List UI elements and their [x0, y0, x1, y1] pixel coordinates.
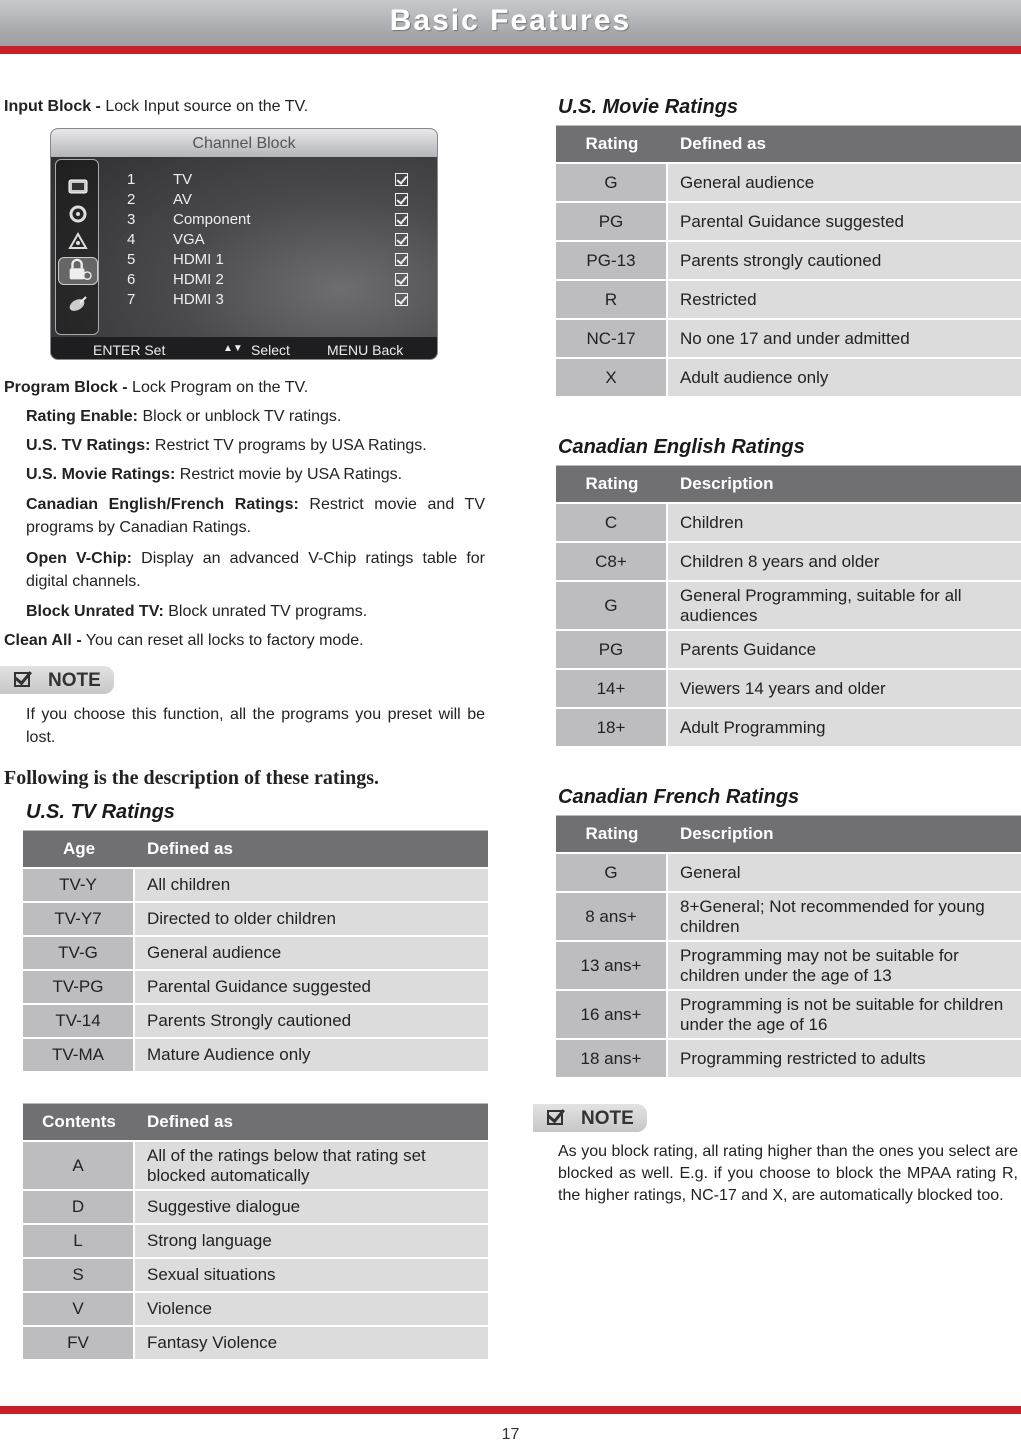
block-checkbox[interactable] — [395, 273, 408, 286]
header-accent-bar — [0, 46, 1021, 54]
definition-cell: Adult Programming — [668, 709, 1021, 746]
definition-cell: Parental Guidance suggested — [668, 203, 1021, 240]
item-term: U.S. Movie Ratings: — [26, 466, 176, 483]
rating-enable-item — [26, 405, 486, 428]
table-row — [556, 543, 1021, 580]
channel-number: 2 — [127, 191, 136, 208]
definition-cell: All children — [135, 869, 488, 901]
rating-code-cell: S — [23, 1259, 135, 1291]
definition-cell: General Programming, suitable for all audiences — [668, 582, 1021, 629]
channel-row[interactable] — [127, 171, 417, 191]
definition-cell: Programming is not be suitable for children under the age of 16 — [668, 991, 1021, 1038]
table-row — [23, 1191, 488, 1223]
table-row — [556, 942, 1021, 989]
channel-block-title: Channel Block — [51, 129, 437, 157]
rating-code-cell: 18+ — [556, 709, 668, 746]
channel-number: 6 — [127, 271, 136, 288]
rating-code-cell: X — [556, 359, 668, 396]
program-block-term: Program Block - — [4, 379, 128, 396]
definition-cell: Parents Guidance — [668, 631, 1021, 668]
rating-code-cell: D — [23, 1191, 135, 1223]
rating-code-cell: G — [556, 854, 668, 891]
definition-cell: No one 17 and under admitted — [668, 320, 1021, 357]
item-term: U.S. TV Ratings: — [26, 437, 151, 454]
us-movie-ratings-title: U.S. Movie Ratings — [558, 96, 739, 118]
channel-row[interactable] — [127, 211, 417, 231]
rating-code-cell: NC-17 — [556, 320, 668, 357]
table-row — [23, 1005, 488, 1037]
note-label: NOTE — [581, 1108, 634, 1129]
item-text: Display an advanced V-Chip ratings table for digital channels. — [26, 550, 485, 590]
table-row — [556, 893, 1021, 940]
input-block-line — [4, 95, 308, 118]
table-row — [556, 504, 1021, 541]
rating-code-cell: R — [556, 281, 668, 318]
table-row — [556, 281, 1021, 318]
item-term: Block Unrated TV: — [26, 603, 164, 620]
table-row — [556, 631, 1021, 668]
open-vchip-item — [26, 547, 485, 593]
column-header: Description — [668, 465, 1021, 502]
definition-cell: Children — [668, 504, 1021, 541]
channel-block-menu — [50, 128, 438, 360]
rating-code-cell: TV-Y — [23, 869, 135, 901]
note-badge-right — [533, 1104, 647, 1132]
description-heading: Following is the description of these ratings. — [4, 767, 379, 789]
item-term: Open V-Chip: — [26, 550, 133, 567]
table-row — [23, 903, 488, 935]
canadian-french-title: Canadian French Ratings — [558, 786, 800, 808]
table-header-row — [556, 815, 1021, 852]
table-row — [23, 1259, 488, 1291]
channel-number: 4 — [127, 231, 136, 248]
item-term: Rating Enable: — [26, 408, 139, 425]
input-block-text: Lock Input source on the TV. — [100, 98, 309, 115]
definition-cell: Sexual situations — [135, 1259, 488, 1291]
table-row — [23, 1327, 488, 1359]
channel-label: Component — [173, 211, 251, 228]
column-header: Rating — [556, 465, 668, 502]
definition-cell: Children 8 years and older — [668, 543, 1021, 580]
table-row — [23, 971, 488, 1003]
us-tv-ratings-table — [23, 828, 488, 1073]
menu-back-hint: MENU Back — [327, 342, 404, 358]
channel-row[interactable] — [127, 191, 417, 211]
channel-row[interactable] — [127, 251, 417, 271]
definition-cell: General audience — [135, 937, 488, 969]
note-text-left: If you choose this function, all the programs you preset will be lost. — [26, 706, 485, 746]
table-row — [556, 203, 1021, 240]
definition-cell: Adult audience only — [668, 359, 1021, 396]
canadian-english-title: Canadian English Ratings — [558, 436, 805, 458]
definition-cell: Restricted — [668, 281, 1021, 318]
table-row — [23, 1142, 488, 1189]
rating-code-cell: C — [556, 504, 668, 541]
rating-code-cell: TV-PG — [23, 971, 135, 1003]
settings-icon[interactable] — [66, 203, 90, 225]
definition-cell: Parental Guidance suggested — [135, 971, 488, 1003]
table-row — [556, 582, 1021, 629]
satellite-icon[interactable] — [66, 293, 90, 315]
block-checkbox[interactable] — [395, 293, 408, 306]
enter-set-hint: ENTER Set — [93, 342, 166, 358]
program-block-text: Lock Program on the TV. — [127, 379, 309, 396]
rating-code-cell: L — [23, 1225, 135, 1257]
column-header: Description — [668, 815, 1021, 852]
table-row — [23, 869, 488, 901]
note-text-right: As you block rating, all rating higher than the ones you select are blocked as well. E.g. if you choose to block the MPAA rating R, the higher ratings, NC-17 and X, are automatically blocked too. — [558, 1143, 1018, 1204]
item-term: Canadian English/French Ratings: — [26, 496, 299, 513]
definition-cell: 8+General; Not recommended for young children — [668, 893, 1021, 940]
program-block-line — [4, 376, 308, 399]
channel-label: AV — [173, 191, 192, 208]
column-header: Age — [23, 830, 135, 867]
channel-block-footer — [51, 337, 437, 360]
rating-code-cell: PG — [556, 631, 668, 668]
column-header: Rating — [556, 815, 668, 852]
rating-code-cell: 14+ — [556, 670, 668, 707]
canadian-ratings-item — [26, 493, 485, 539]
menu-side-icons — [55, 159, 99, 335]
block-checkbox[interactable] — [395, 173, 408, 186]
rating-code-cell: A — [23, 1142, 135, 1189]
table-header-row — [556, 125, 1021, 162]
rating-code-cell: TV-MA — [23, 1039, 135, 1071]
column-header: Defined as — [135, 1103, 488, 1140]
definition-cell: Programming may not be suitable for children under the age of 13 — [668, 942, 1021, 989]
item-text: Block or unblock TV ratings. — [138, 408, 342, 425]
definition-cell: All of the ratings below that rating set blocked automatically — [135, 1142, 488, 1189]
definition-cell: Programming restricted to adults — [668, 1040, 1021, 1077]
tv-icon[interactable] — [66, 176, 90, 198]
contents-table — [23, 1101, 488, 1361]
table-row — [556, 242, 1021, 279]
definition-cell: Suggestive dialogue — [135, 1191, 488, 1223]
canadian-english-table — [556, 463, 1021, 748]
item-text: Restrict movie by USA Ratings. — [175, 466, 403, 483]
canadian-french-table — [556, 813, 1021, 1079]
rating-code-cell: G — [556, 582, 668, 629]
note-label: NOTE — [48, 670, 101, 691]
rating-code-cell: PG — [556, 203, 668, 240]
channel-number: 7 — [127, 291, 136, 308]
column-header: Contents — [23, 1103, 135, 1140]
rating-code-cell: 13 ans+ — [556, 942, 668, 989]
us-tv-ratings-item — [26, 434, 486, 457]
channel-label: HDMI 3 — [173, 291, 224, 308]
block-checkbox[interactable] — [395, 233, 408, 246]
channel-number: 5 — [127, 251, 136, 268]
definition-cell: General audience — [668, 164, 1021, 201]
table-row — [23, 1293, 488, 1325]
clean-all-text: You can reset all locks to factory mode. — [81, 632, 364, 649]
channel-number: 3 — [127, 211, 136, 228]
clean-all-line — [4, 629, 364, 652]
column-header: Defined as — [135, 830, 488, 867]
select-hint: Select — [251, 342, 290, 358]
channel-number: 1 — [127, 171, 136, 188]
definition-cell: Parents Strongly cautioned — [135, 1005, 488, 1037]
lock-icon[interactable] — [58, 257, 98, 285]
table-row — [23, 937, 488, 969]
table-row — [556, 359, 1021, 396]
block-unrated-item — [26, 600, 486, 623]
table-row — [23, 1225, 488, 1257]
table-header-row — [23, 1103, 488, 1140]
rating-code-cell: 16 ans+ — [556, 991, 668, 1038]
table-row — [556, 164, 1021, 201]
item-text: Restrict TV programs by USA Ratings. — [150, 437, 427, 454]
note-check-icon — [14, 672, 30, 687]
rating-code-cell: TV-Y7 — [23, 903, 135, 935]
channel-label: VGA — [173, 231, 205, 248]
channel-row[interactable] — [127, 231, 417, 251]
rating-code-cell: PG-13 — [556, 242, 668, 279]
note-badge-left — [0, 666, 114, 694]
channel-label: HDMI 1 — [173, 251, 224, 268]
input-block-term: Input Block - — [4, 98, 101, 115]
page-number: 17 — [501, 1426, 520, 1443]
table-header-row — [23, 830, 488, 867]
block-checkbox[interactable] — [395, 253, 408, 266]
block-checkbox[interactable] — [395, 193, 408, 206]
table-row — [556, 854, 1021, 891]
clean-all-term: Clean All - — [4, 632, 82, 649]
table-header-row — [556, 465, 1021, 502]
channel-row[interactable] — [127, 271, 417, 291]
column-header: Defined as — [668, 125, 1021, 162]
definition-cell: Strong language — [135, 1225, 488, 1257]
table-row — [556, 991, 1021, 1038]
note-check-icon — [547, 1110, 563, 1125]
footer-accent-bar — [0, 1406, 1021, 1414]
item-text: Block unrated TV programs. — [163, 603, 368, 620]
us-movie-ratings-table — [556, 123, 1021, 398]
channel-row[interactable] — [127, 291, 417, 311]
rating-code-cell: C8+ — [556, 543, 668, 580]
rating-code-cell: 8 ans+ — [556, 893, 668, 940]
page-title: Basic Features — [389, 4, 632, 37]
table-row — [556, 670, 1021, 707]
definition-cell: Viewers 14 years and older — [668, 670, 1021, 707]
definition-cell: Violence — [135, 1293, 488, 1325]
definition-cell: Parents strongly cautioned — [668, 242, 1021, 279]
definition-cell: General — [668, 854, 1021, 891]
rating-code-cell: 18 ans+ — [556, 1040, 668, 1077]
rating-code-cell: G — [556, 164, 668, 201]
rating-code-cell: TV-G — [23, 937, 135, 969]
column-header: Rating — [556, 125, 668, 162]
definition-cell: Directed to older children — [135, 903, 488, 935]
channel-label: TV — [173, 171, 193, 188]
definition-cell: Mature Audience only — [135, 1039, 488, 1071]
table-row — [556, 1040, 1021, 1077]
us-tv-ratings-title: U.S. TV Ratings — [26, 801, 175, 823]
us-movie-ratings-item — [26, 463, 486, 486]
definition-cell: Fantasy Violence — [135, 1327, 488, 1359]
block-checkbox[interactable] — [395, 213, 408, 226]
table-row — [556, 320, 1021, 357]
channel-label: HDMI 2 — [173, 271, 224, 288]
updown-arrows-icon: ▲▼ — [223, 343, 243, 354]
setup-icon[interactable] — [66, 230, 90, 252]
table-row — [556, 709, 1021, 746]
rating-code-cell: TV-14 — [23, 1005, 135, 1037]
table-row — [23, 1039, 488, 1071]
rating-code-cell: V — [23, 1293, 135, 1325]
rating-code-cell: FV — [23, 1327, 135, 1359]
item-text: Restrict movie and TV programs by Canadian Ratings. — [26, 496, 485, 536]
